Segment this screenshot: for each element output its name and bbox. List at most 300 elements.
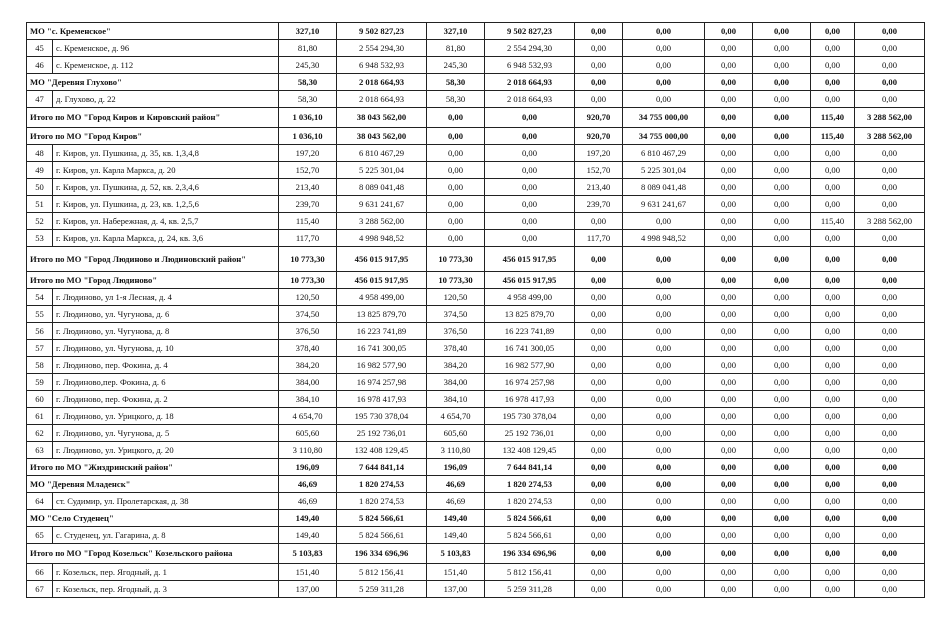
- value-cell: 0,00: [753, 564, 811, 581]
- value-cell: 3 288 562,00: [855, 213, 925, 230]
- value-cell: 0,00: [485, 230, 575, 247]
- value-cell: 0,00: [855, 162, 925, 179]
- value-cell: 0,00: [855, 230, 925, 247]
- row-number: 52: [27, 213, 53, 230]
- value-cell: 0,00: [575, 357, 623, 374]
- table-row: [27, 196, 925, 213]
- value-cell: 0,00: [753, 581, 811, 598]
- value-cell: 0,00: [705, 162, 753, 179]
- value-cell: 0,00: [485, 108, 575, 128]
- value-cell: 0,00: [705, 74, 753, 91]
- value-cell: 0,00: [427, 230, 485, 247]
- value-cell: 2 018 664,93: [485, 91, 575, 108]
- value-cell: 16 741 300,05: [485, 340, 575, 357]
- value-cell: 16 974 257,98: [337, 374, 427, 391]
- value-cell: 0,00: [811, 289, 855, 306]
- value-cell: 151,40: [427, 564, 485, 581]
- row-number: 67: [27, 581, 53, 598]
- value-cell: 0,00: [855, 74, 925, 91]
- value-cell: 0,00: [575, 40, 623, 57]
- value-cell: 0,00: [575, 442, 623, 459]
- value-cell: 0,00: [753, 340, 811, 357]
- value-cell: 0,00: [705, 23, 753, 40]
- row-number: 62: [27, 425, 53, 442]
- value-cell: 0,00: [623, 40, 705, 57]
- table-row: [27, 564, 925, 581]
- value-cell: 46,69: [427, 476, 485, 493]
- address-cell: г. Людиново,пер. Фокина, д. 6: [53, 374, 279, 391]
- value-cell: 605,60: [279, 425, 337, 442]
- value-cell: 9 502 827,23: [485, 23, 575, 40]
- value-cell: 0,00: [855, 323, 925, 340]
- value-cell: 0,00: [623, 459, 705, 476]
- address-cell: г. Киров, ул. Пушкина, д. 35, кв. 1,3,4,8: [53, 145, 279, 162]
- value-cell: 0,00: [855, 40, 925, 57]
- value-cell: 0,00: [705, 391, 753, 408]
- group-title-cell: МО "Деревня Младенск": [27, 476, 279, 493]
- value-cell: 137,00: [427, 581, 485, 598]
- value-cell: 0,00: [705, 564, 753, 581]
- value-cell: 5 824 566,61: [337, 510, 427, 527]
- value-cell: 239,70: [279, 196, 337, 213]
- value-cell: 0,00: [811, 91, 855, 108]
- table-row-subtotal: [27, 247, 925, 272]
- value-cell: 0,00: [705, 108, 753, 128]
- value-cell: 0,00: [575, 247, 623, 272]
- value-cell: 7 644 841,14: [485, 459, 575, 476]
- value-cell: 0,00: [623, 476, 705, 493]
- value-cell: 5 103,83: [279, 544, 337, 564]
- value-cell: 46,69: [427, 493, 485, 510]
- row-number: 50: [27, 179, 53, 196]
- value-cell: 115,40: [811, 128, 855, 145]
- value-cell: 6 948 532,93: [337, 57, 427, 74]
- value-cell: 0,00: [811, 74, 855, 91]
- value-cell: 0,00: [623, 340, 705, 357]
- value-cell: 378,40: [427, 340, 485, 357]
- table-body: [27, 23, 925, 598]
- value-cell: 5 812 156,41: [485, 564, 575, 581]
- value-cell: 0,00: [855, 374, 925, 391]
- value-cell: 46,69: [279, 493, 337, 510]
- value-cell: 115,40: [279, 213, 337, 230]
- value-cell: 0,00: [575, 74, 623, 91]
- table-row-subtotal: [27, 108, 925, 128]
- table-row: [27, 442, 925, 459]
- row-number: 60: [27, 391, 53, 408]
- value-cell: 0,00: [575, 272, 623, 289]
- value-cell: 0,00: [753, 306, 811, 323]
- value-cell: 196 334 696,96: [337, 544, 427, 564]
- value-cell: 0,00: [575, 391, 623, 408]
- value-cell: 196 334 696,96: [485, 544, 575, 564]
- value-cell: 0,00: [485, 196, 575, 213]
- value-cell: 25 192 736,01: [337, 425, 427, 442]
- table-row: [27, 230, 925, 247]
- value-cell: 58,30: [279, 91, 337, 108]
- value-cell: 1 820 274,53: [485, 476, 575, 493]
- value-cell: 0,00: [753, 247, 811, 272]
- value-cell: 0,00: [753, 128, 811, 145]
- value-cell: 0,00: [485, 145, 575, 162]
- value-cell: 9 502 827,23: [337, 23, 427, 40]
- value-cell: 34 755 000,00: [623, 128, 705, 145]
- value-cell: 2 018 664,93: [337, 74, 427, 91]
- value-cell: 0,00: [753, 74, 811, 91]
- row-number: 58: [27, 357, 53, 374]
- value-cell: 132 408 129,45: [485, 442, 575, 459]
- table-row: [27, 425, 925, 442]
- row-number: 59: [27, 374, 53, 391]
- value-cell: 3 110,80: [427, 442, 485, 459]
- value-cell: 5 259 311,28: [485, 581, 575, 598]
- value-cell: 115,40: [811, 108, 855, 128]
- value-cell: 0,00: [705, 527, 753, 544]
- value-cell: 0,00: [855, 196, 925, 213]
- value-cell: 0,00: [753, 544, 811, 564]
- value-cell: 46,69: [279, 476, 337, 493]
- value-cell: 0,00: [575, 408, 623, 425]
- group-title-cell: Итого по МО "Город Людиново и Людиновский район": [27, 247, 279, 272]
- row-number: 61: [27, 408, 53, 425]
- value-cell: 0,00: [811, 340, 855, 357]
- value-cell: 3 288 562,00: [337, 213, 427, 230]
- value-cell: 34 755 000,00: [623, 108, 705, 128]
- value-cell: 920,70: [575, 128, 623, 145]
- value-cell: 5 812 156,41: [337, 564, 427, 581]
- value-cell: 16 982 577,90: [337, 357, 427, 374]
- value-cell: 0,00: [575, 213, 623, 230]
- value-cell: 149,40: [427, 510, 485, 527]
- value-cell: 196,09: [279, 459, 337, 476]
- value-cell: 0,00: [753, 108, 811, 128]
- group-title-cell: Итого по МО "Город Людиново": [27, 272, 279, 289]
- value-cell: 120,50: [427, 289, 485, 306]
- value-cell: 5 824 566,61: [485, 510, 575, 527]
- value-cell: 0,00: [485, 213, 575, 230]
- value-cell: 0,00: [705, 40, 753, 57]
- value-cell: 4 654,70: [279, 408, 337, 425]
- value-cell: 197,20: [279, 145, 337, 162]
- address-cell: г. Людиново, ул. Чугунова, д. 5: [53, 425, 279, 442]
- value-cell: 0,00: [575, 493, 623, 510]
- group-title-cell: Итого по МО "Город Киров": [27, 128, 279, 145]
- group-title-cell: МО "с. Кременское": [27, 23, 279, 40]
- value-cell: 10 773,30: [427, 247, 485, 272]
- group-title-cell: Итого по МО "Город Козельск" Козельского района: [27, 544, 279, 564]
- value-cell: 0,00: [575, 581, 623, 598]
- value-cell: 0,00: [753, 91, 811, 108]
- value-cell: 0,00: [485, 162, 575, 179]
- value-cell: 0,00: [811, 391, 855, 408]
- value-cell: 5 225 301,04: [623, 162, 705, 179]
- value-cell: 0,00: [705, 357, 753, 374]
- value-cell: 16 978 417,93: [337, 391, 427, 408]
- value-cell: 1 820 274,53: [337, 476, 427, 493]
- value-cell: 0,00: [623, 57, 705, 74]
- table-row: [27, 493, 925, 510]
- value-cell: 456 015 917,95: [485, 247, 575, 272]
- value-cell: 1 820 274,53: [485, 493, 575, 510]
- value-cell: 0,00: [811, 459, 855, 476]
- value-cell: 152,70: [279, 162, 337, 179]
- value-cell: 384,00: [279, 374, 337, 391]
- value-cell: 58,30: [427, 74, 485, 91]
- value-cell: 0,00: [575, 476, 623, 493]
- table-row: [27, 145, 925, 162]
- value-cell: 0,00: [623, 391, 705, 408]
- address-cell: г. Киров, ул. Набережная, д. 4, кв. 2,5,7: [53, 213, 279, 230]
- value-cell: 0,00: [753, 425, 811, 442]
- table-row-subtotal: [27, 74, 925, 91]
- value-cell: 16 978 417,93: [485, 391, 575, 408]
- value-cell: 1 036,10: [279, 108, 337, 128]
- address-cell: ст. Судимир, ул. Пролетарская, д. 38: [53, 493, 279, 510]
- address-cell: г. Козельск, пер. Ягодный, д. 3: [53, 581, 279, 598]
- value-cell: 0,00: [575, 289, 623, 306]
- row-number: 66: [27, 564, 53, 581]
- value-cell: 4 998 948,52: [337, 230, 427, 247]
- value-cell: 384,00: [427, 374, 485, 391]
- value-cell: 0,00: [705, 544, 753, 564]
- value-cell: 0,00: [623, 247, 705, 272]
- value-cell: 0,00: [705, 323, 753, 340]
- value-cell: 8 089 041,48: [337, 179, 427, 196]
- value-cell: 38 043 562,00: [337, 108, 427, 128]
- address-cell: г. Киров, ул. Пушкина, д. 52, кв. 2,3,4,6: [53, 179, 279, 196]
- value-cell: 0,00: [623, 442, 705, 459]
- value-cell: 6 810 467,29: [337, 145, 427, 162]
- value-cell: 0,00: [427, 162, 485, 179]
- value-cell: 8 089 041,48: [623, 179, 705, 196]
- value-cell: 0,00: [811, 527, 855, 544]
- value-cell: 0,00: [623, 74, 705, 91]
- value-cell: 0,00: [705, 272, 753, 289]
- table-row: [27, 213, 925, 230]
- value-cell: 0,00: [855, 408, 925, 425]
- table-row: [27, 57, 925, 74]
- value-cell: 0,00: [811, 272, 855, 289]
- row-number: 47: [27, 91, 53, 108]
- value-cell: 1 036,10: [279, 128, 337, 145]
- value-cell: 16 982 577,90: [485, 357, 575, 374]
- value-cell: 38 043 562,00: [337, 128, 427, 145]
- value-cell: 0,00: [623, 581, 705, 598]
- value-cell: 0,00: [575, 527, 623, 544]
- value-cell: 0,00: [705, 493, 753, 510]
- value-cell: 0,00: [427, 108, 485, 128]
- value-cell: 9 631 241,67: [337, 196, 427, 213]
- value-cell: 0,00: [811, 23, 855, 40]
- value-cell: 213,40: [575, 179, 623, 196]
- housing-program-table: [26, 22, 925, 598]
- value-cell: 239,70: [575, 196, 623, 213]
- value-cell: 5 225 301,04: [337, 162, 427, 179]
- value-cell: 4 654,70: [427, 408, 485, 425]
- row-number: 63: [27, 442, 53, 459]
- address-cell: г. Людиново, ул. Чугунова, д. 10: [53, 340, 279, 357]
- value-cell: 0,00: [705, 57, 753, 74]
- value-cell: 0,00: [753, 230, 811, 247]
- value-cell: 0,00: [705, 442, 753, 459]
- group-title-cell: Итого по МО "Жиздринский район": [27, 459, 279, 476]
- value-cell: 376,50: [279, 323, 337, 340]
- value-cell: 245,30: [427, 57, 485, 74]
- value-cell: 0,00: [811, 162, 855, 179]
- value-cell: 605,60: [427, 425, 485, 442]
- value-cell: 0,00: [753, 391, 811, 408]
- value-cell: 0,00: [753, 40, 811, 57]
- value-cell: 0,00: [753, 408, 811, 425]
- row-number: 65: [27, 527, 53, 544]
- value-cell: 0,00: [811, 493, 855, 510]
- value-cell: 10 773,30: [427, 272, 485, 289]
- value-cell: 1 820 274,53: [337, 493, 427, 510]
- value-cell: 376,50: [427, 323, 485, 340]
- row-number: 57: [27, 340, 53, 357]
- value-cell: 0,00: [705, 510, 753, 527]
- value-cell: 0,00: [623, 91, 705, 108]
- value-cell: 0,00: [575, 23, 623, 40]
- value-cell: 0,00: [705, 179, 753, 196]
- value-cell: 0,00: [623, 564, 705, 581]
- value-cell: 0,00: [753, 272, 811, 289]
- value-cell: 4 958 499,00: [337, 289, 427, 306]
- value-cell: 16 223 741,89: [337, 323, 427, 340]
- value-cell: 16 741 300,05: [337, 340, 427, 357]
- value-cell: 3 110,80: [279, 442, 337, 459]
- address-cell: г. Киров, ул. Пушкина, д. 23, кв. 1,2,5,6: [53, 196, 279, 213]
- value-cell: 0,00: [753, 459, 811, 476]
- value-cell: 0,00: [811, 581, 855, 598]
- row-number: 54: [27, 289, 53, 306]
- table-row: [27, 162, 925, 179]
- value-cell: 0,00: [623, 213, 705, 230]
- value-cell: 0,00: [811, 179, 855, 196]
- group-title-cell: МО "Село Студенец": [27, 510, 279, 527]
- value-cell: 115,40: [811, 213, 855, 230]
- value-cell: 197,20: [575, 145, 623, 162]
- value-cell: 0,00: [623, 272, 705, 289]
- value-cell: 384,10: [427, 391, 485, 408]
- value-cell: 0,00: [705, 581, 753, 598]
- value-cell: 0,00: [575, 91, 623, 108]
- value-cell: 920,70: [575, 108, 623, 128]
- value-cell: 0,00: [705, 196, 753, 213]
- value-cell: 0,00: [623, 408, 705, 425]
- value-cell: 137,00: [279, 581, 337, 598]
- value-cell: 0,00: [811, 564, 855, 581]
- table-row: [27, 527, 925, 544]
- value-cell: 0,00: [623, 527, 705, 544]
- value-cell: 0,00: [427, 145, 485, 162]
- row-number: 53: [27, 230, 53, 247]
- value-cell: 0,00: [753, 57, 811, 74]
- value-cell: 0,00: [623, 23, 705, 40]
- value-cell: 149,40: [279, 527, 337, 544]
- value-cell: 2 018 664,93: [485, 74, 575, 91]
- value-cell: 0,00: [753, 323, 811, 340]
- value-cell: 0,00: [753, 179, 811, 196]
- value-cell: 0,00: [753, 493, 811, 510]
- value-cell: 0,00: [811, 306, 855, 323]
- value-cell: 0,00: [575, 340, 623, 357]
- value-cell: 3 288 562,00: [855, 128, 925, 145]
- value-cell: 374,50: [279, 306, 337, 323]
- value-cell: 6 948 532,93: [485, 57, 575, 74]
- value-cell: 120,50: [279, 289, 337, 306]
- value-cell: 0,00: [753, 476, 811, 493]
- value-cell: 117,70: [279, 230, 337, 247]
- value-cell: 0,00: [855, 306, 925, 323]
- address-cell: г. Киров, ул. Карла Маркса, д. 20: [53, 162, 279, 179]
- value-cell: 4 958 499,00: [485, 289, 575, 306]
- value-cell: 0,00: [575, 564, 623, 581]
- row-number: 46: [27, 57, 53, 74]
- value-cell: 0,00: [623, 510, 705, 527]
- value-cell: 0,00: [705, 425, 753, 442]
- value-cell: 0,00: [855, 442, 925, 459]
- value-cell: 0,00: [753, 357, 811, 374]
- value-cell: 0,00: [811, 247, 855, 272]
- value-cell: 245,30: [279, 57, 337, 74]
- value-cell: 384,20: [427, 357, 485, 374]
- value-cell: 0,00: [485, 179, 575, 196]
- table-row: [27, 179, 925, 196]
- value-cell: 4 998 948,52: [623, 230, 705, 247]
- address-cell: г. Людиново, ул. Чугунова, д. 8: [53, 323, 279, 340]
- value-cell: 0,00: [753, 374, 811, 391]
- value-cell: 374,50: [427, 306, 485, 323]
- value-cell: 0,00: [811, 196, 855, 213]
- value-cell: 0,00: [855, 581, 925, 598]
- value-cell: 2 554 294,30: [337, 40, 427, 57]
- value-cell: 0,00: [485, 128, 575, 145]
- table-row-subtotal: [27, 544, 925, 564]
- value-cell: 5 824 566,61: [337, 527, 427, 544]
- value-cell: 0,00: [811, 510, 855, 527]
- table-row: [27, 40, 925, 57]
- value-cell: 0,00: [575, 459, 623, 476]
- table-row: [27, 391, 925, 408]
- value-cell: 0,00: [575, 544, 623, 564]
- table-row: [27, 323, 925, 340]
- value-cell: 0,00: [855, 57, 925, 74]
- table-row: [27, 91, 925, 108]
- value-cell: 0,00: [753, 162, 811, 179]
- value-cell: 0,00: [753, 213, 811, 230]
- table-row-subtotal: [27, 23, 925, 40]
- value-cell: 0,00: [855, 340, 925, 357]
- value-cell: 0,00: [753, 196, 811, 213]
- value-cell: 384,20: [279, 357, 337, 374]
- table-row: [27, 306, 925, 323]
- address-cell: с. Кременское, д. 112: [53, 57, 279, 74]
- value-cell: 58,30: [279, 74, 337, 91]
- row-number: 45: [27, 40, 53, 57]
- value-cell: 0,00: [811, 40, 855, 57]
- address-cell: г. Людиново, ул 1-я Лесная, д. 4: [53, 289, 279, 306]
- table-row: [27, 289, 925, 306]
- value-cell: 0,00: [705, 408, 753, 425]
- value-cell: 0,00: [753, 527, 811, 544]
- value-cell: 9 631 241,67: [623, 196, 705, 213]
- value-cell: 0,00: [705, 247, 753, 272]
- value-cell: 213,40: [279, 179, 337, 196]
- row-number: 64: [27, 493, 53, 510]
- value-cell: 0,00: [811, 57, 855, 74]
- address-cell: д. Глухово, д. 22: [53, 91, 279, 108]
